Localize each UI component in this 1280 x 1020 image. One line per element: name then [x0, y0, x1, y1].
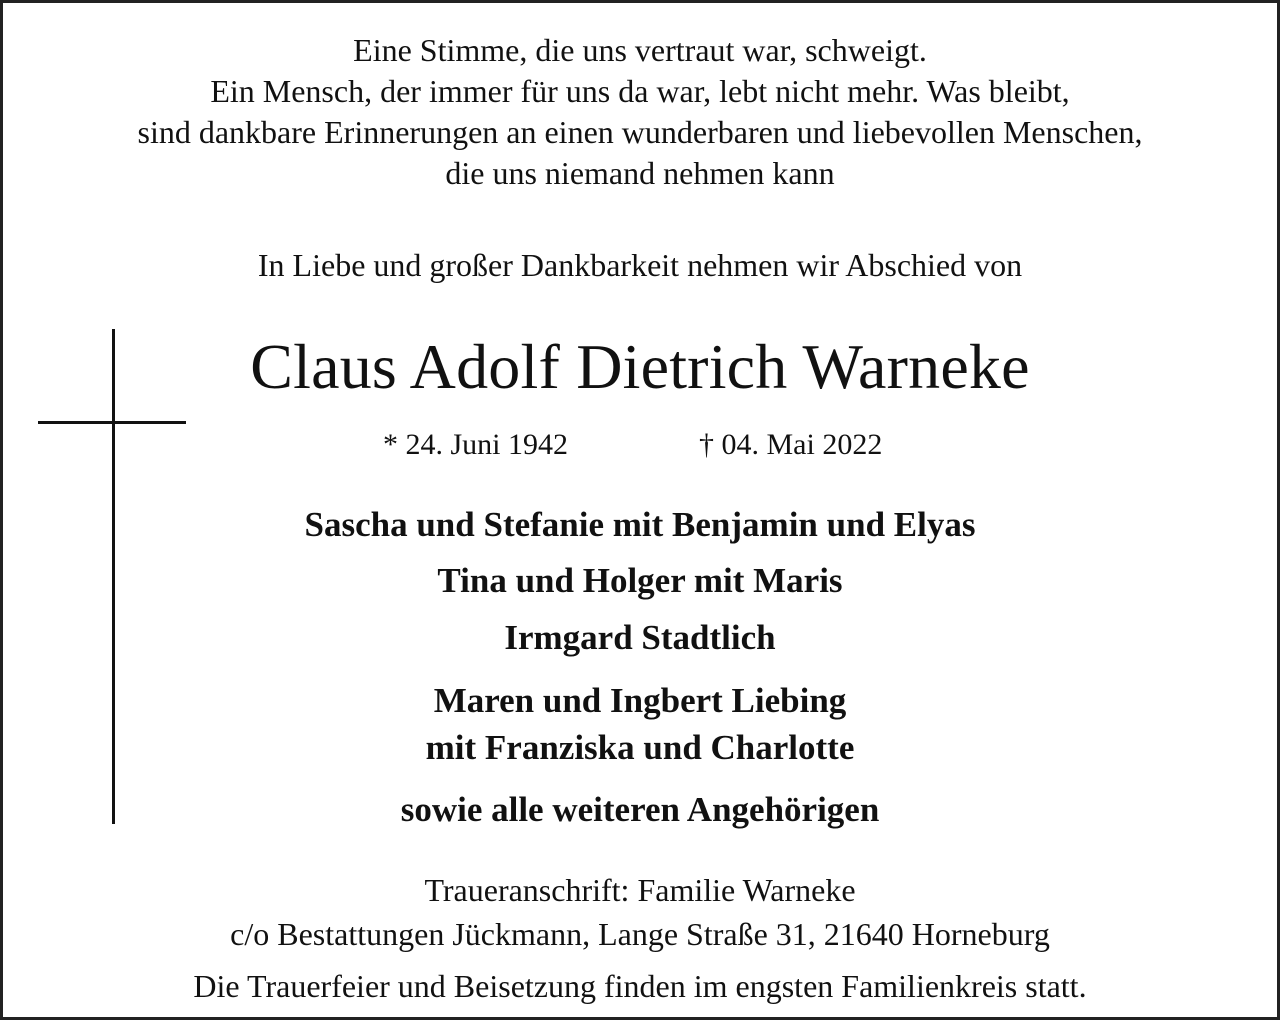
death-date: † 04. Mai 2022 — [699, 428, 883, 461]
birth-date: * 24. Juni 1942 — [383, 428, 569, 461]
mourner-line-3: Irmgard Stadtlich — [504, 618, 776, 657]
address-line-1: Traueranschrift: Familie Warneke — [424, 872, 856, 908]
address-line-2: c/o Bestattungen Jückmann, Lange Straße 31, 21640 Horneburg — [230, 916, 1050, 952]
mourner-line-6: sowie alle weiteren Angehörigen — [400, 790, 880, 829]
poem-line-3: sind dankbare Erinnerungen an einen wunderbaren und liebevollen Menschen, — [137, 114, 1143, 150]
mourner-line-1: Sascha und Stefanie mit Benjamin und Elyas — [304, 505, 976, 544]
deceased-name: Claus Adolf Dietrich Warneke — [250, 331, 1030, 402]
farewell-text: In Liebe und großer Dankbarkeit nehmen wir Abschied von — [257, 247, 1023, 283]
poem-line-4: die uns niemand nehmen kann — [445, 155, 835, 191]
mourner-line-4: Maren und Ingbert Liebing — [433, 681, 847, 720]
mourner-line-5: mit Franziska und Charlotte — [425, 728, 855, 767]
mourner-line-2: Tina und Holger mit Maris — [437, 561, 843, 600]
poem-line-2: Ein Mensch, der immer für uns da war, lebt nicht mehr. Was bleibt, — [210, 73, 1070, 109]
poem-line-1: Eine Stimme, die uns vertraut war, schweigt. — [353, 32, 927, 68]
ceremony-notice: Die Trauerfeier und Beisetzung finden im engsten Familienkreis statt. — [193, 968, 1087, 1004]
